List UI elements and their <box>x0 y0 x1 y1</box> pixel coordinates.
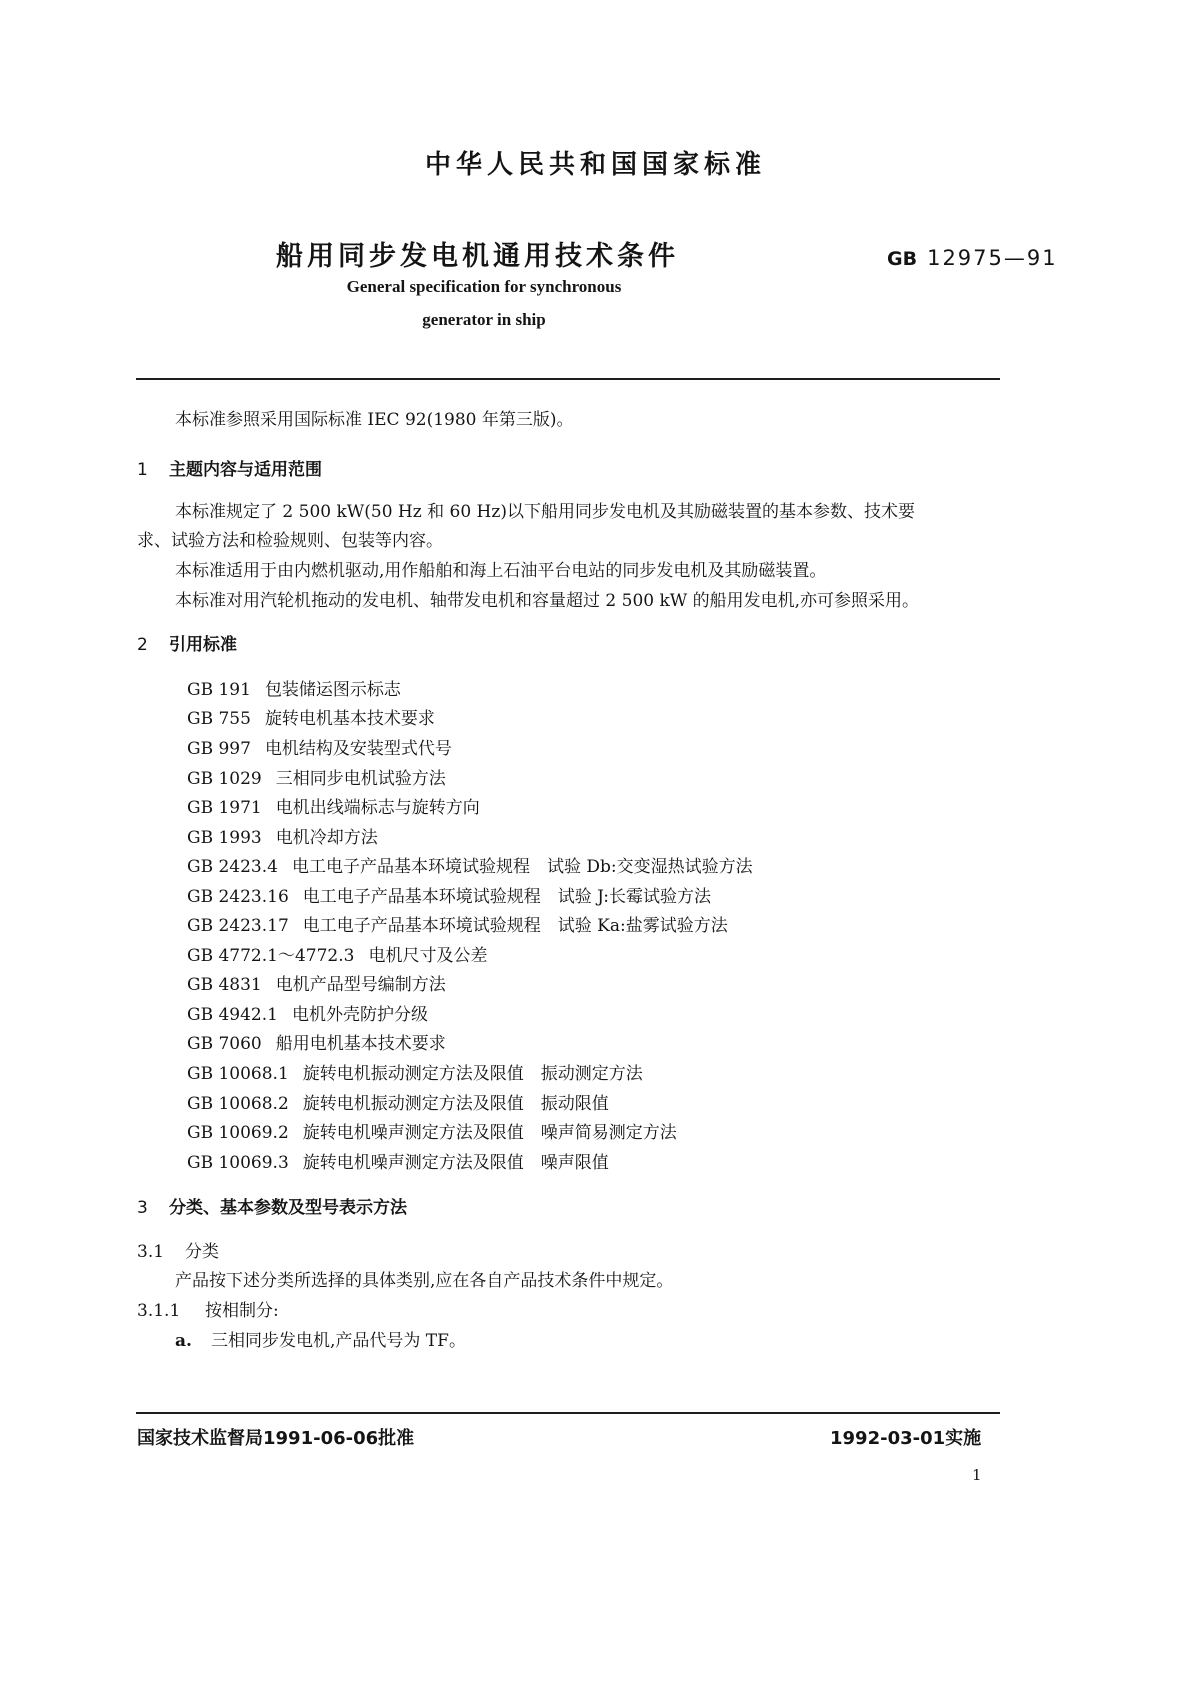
english-title-line-2: generator in ship <box>422 310 546 329</box>
intro-paragraph: 本标准参照采用国际标准 IEC 92(1980 年第三版)。 <box>175 410 574 430</box>
standard-number <box>887 246 1058 270</box>
section-1-title: 主题内容与适用范围 <box>169 460 322 480</box>
reference-code: GB 755 <box>187 709 251 729</box>
reference-code: GB 1029 <box>187 769 262 789</box>
reference-code: GB 4772.1～4772.3 <box>187 946 355 966</box>
reference-title: 电机尺寸及公差 <box>368 946 488 966</box>
reference-code: GB 191 <box>187 680 251 700</box>
reference-code: GB 1993 <box>187 828 262 848</box>
section-1-heading <box>137 455 322 480</box>
reference-item <box>187 1089 609 1114</box>
reference-title: 旋转电机基本技术要求 <box>264 709 435 729</box>
reference-item <box>187 823 378 848</box>
reference-code: GB 1971 <box>187 798 262 818</box>
list-item-text: 三相同步发电机,产品代号为 TF。 <box>211 1331 466 1351</box>
reference-code: GB 997 <box>187 739 251 759</box>
reference-code: GB 10068.1 <box>187 1064 289 1084</box>
top-divider <box>136 378 1000 380</box>
reference-item <box>187 1000 428 1025</box>
reference-title: 船用电机基本技术要求 <box>275 1034 446 1054</box>
reference-item <box>187 852 753 877</box>
reference-code: GB 4942.1 <box>187 1005 278 1025</box>
reference-code: GB 10069.3 <box>187 1153 289 1173</box>
reference-item <box>187 764 446 789</box>
section-2-title: 引用标准 <box>169 635 237 655</box>
reference-title: 电工电子产品基本环境试验规程 试验 Ka:盐雾试验方法 <box>302 916 728 936</box>
list-marker: a. <box>175 1331 192 1351</box>
section-1-number: 1 <box>137 460 148 480</box>
reference-code: GB 2423.16 <box>187 887 289 907</box>
reference-item <box>187 1059 643 1084</box>
reference-title: 旋转电机振动测定方法及限值 振动限值 <box>302 1094 609 1114</box>
section-1-paragraph-3: 本标准对用汽轮机拖动的发电机、轴带发电机和容量超过 2 500 kW 的船用发电机,亦可参照采用。 <box>175 591 920 611</box>
reference-title: 包装储运图示标志 <box>264 680 401 700</box>
reference-item <box>187 734 452 759</box>
approval-statement: 国家技术监督局1991-06-06批准 <box>137 1428 415 1449</box>
reference-item <box>187 793 480 818</box>
document-header: 中华人民共和国国家标准 <box>424 150 766 180</box>
reference-code: GB 4831 <box>187 975 262 995</box>
subsection-3-1-1-number: 3.1.1 <box>137 1301 181 1321</box>
reference-title: 旋转电机噪声测定方法及限值 噪声简易测定方法 <box>302 1123 677 1143</box>
standard-prefix: GB <box>887 248 918 270</box>
bottom-divider <box>136 1412 1000 1414</box>
reference-title: 电机外壳防护分级 <box>291 1005 428 1025</box>
list-item-a <box>175 1326 466 1351</box>
english-title-line-1: General specification for synchronous <box>346 277 622 296</box>
subsection-3-1-1-title: 按相制分: <box>205 1301 279 1321</box>
reference-code: GB 10069.2 <box>187 1123 289 1143</box>
reference-title: 三相同步电机试验方法 <box>275 769 446 789</box>
reference-item <box>187 1148 609 1173</box>
reference-item <box>187 1029 446 1054</box>
reference-item <box>187 675 401 700</box>
section-1-paragraph-1a: 本标准规定了 2 500 kW(50 Hz 和 60 Hz)以下船用同步发电机及其励磁装置的基本参数、技术要 <box>175 502 915 522</box>
subsection-3-1-number: 3.1 <box>137 1242 165 1262</box>
section-2-number: 2 <box>137 635 148 655</box>
reference-item <box>187 1118 677 1143</box>
reference-title: 电工电子产品基本环境试验规程 试验 Db:交变湿热试验方法 <box>291 857 753 877</box>
reference-title: 电机结构及安装型式代号 <box>264 739 452 759</box>
reference-title: 旋转电机噪声测定方法及限值 噪声限值 <box>302 1153 609 1173</box>
subsection-3-1-title: 分类 <box>185 1242 219 1262</box>
reference-title: 电工电子产品基本环境试验规程 试验 J:长霉试验方法 <box>302 887 712 907</box>
reference-code: GB 2423.4 <box>187 857 278 877</box>
reference-title: 电机冷却方法 <box>275 828 378 848</box>
reference-item <box>187 941 487 966</box>
subsection-3-1-heading <box>137 1237 219 1262</box>
page-number: 1 <box>972 1466 982 1484</box>
standard-code: 12975—91 <box>927 246 1058 270</box>
section-2-heading <box>137 630 237 655</box>
subsection-3-1-1-heading <box>137 1296 279 1321</box>
reference-item <box>187 911 728 936</box>
effective-date: 1992-03-01实施 <box>830 1428 982 1449</box>
reference-item <box>187 882 711 907</box>
reference-title: 旋转电机振动测定方法及限值 振动测定方法 <box>302 1064 643 1084</box>
section-3-heading <box>137 1193 407 1218</box>
reference-item <box>187 704 435 729</box>
document-title: 船用同步发电机通用技术条件 <box>276 241 679 272</box>
section-1-paragraph-1b: 求、试验方法和检验规则、包装等内容。 <box>137 531 443 551</box>
reference-item <box>187 970 446 995</box>
section-3-title: 分类、基本参数及型号表示方法 <box>169 1198 407 1218</box>
reference-title: 电机出线端标志与旋转方向 <box>275 798 480 818</box>
reference-code: GB 2423.17 <box>187 916 289 936</box>
reference-title: 电机产品型号编制方法 <box>275 975 446 995</box>
reference-code: GB 10068.2 <box>187 1094 289 1114</box>
subsection-3-1-text: 产品按下述分类所选择的具体类别,应在各自产品技术条件中规定。 <box>175 1271 674 1291</box>
section-1-paragraph-2: 本标准适用于由内燃机驱动,用作船舶和海上石油平台电站的同步发电机及其励磁装置。 <box>175 561 827 581</box>
reference-code: GB 7060 <box>187 1034 262 1054</box>
section-3-number: 3 <box>137 1198 148 1218</box>
